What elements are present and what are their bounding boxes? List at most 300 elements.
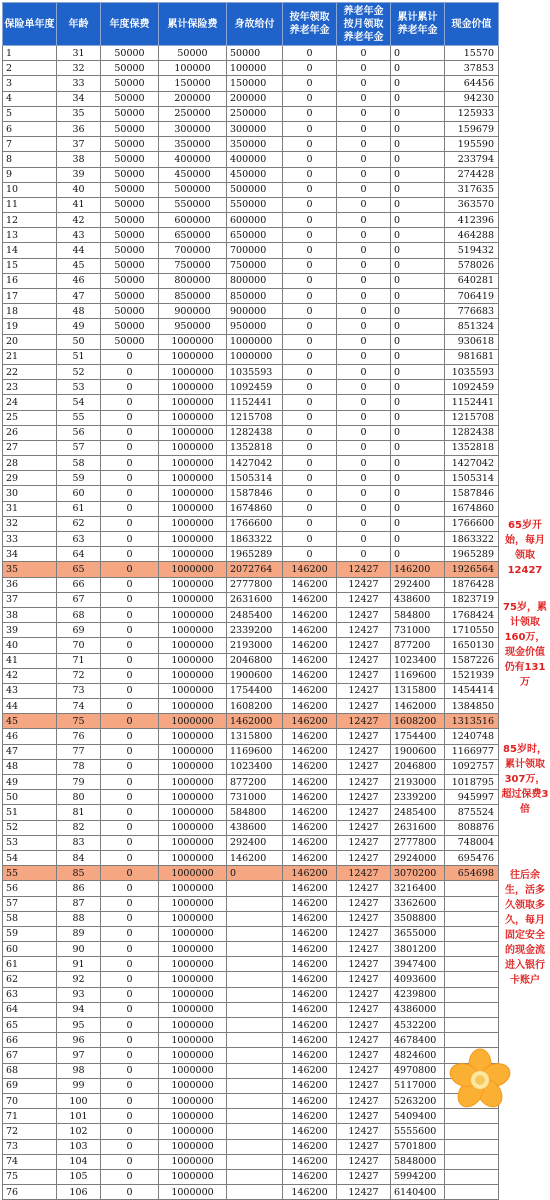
cell-death-benefit: 450000 <box>227 167 283 182</box>
cell-cumulative-pension: 0 <box>391 532 445 547</box>
cell-cumulative-premium: 1000000 <box>159 456 227 471</box>
cell-cumulative-pension: 0 <box>391 304 445 319</box>
cell-cash-value <box>445 1169 499 1184</box>
cell-monthly-pension: 12427 <box>337 1002 391 1017</box>
cell-monthly-pension: 12427 <box>337 1093 391 1108</box>
cell-cumulative-premium: 550000 <box>159 197 227 212</box>
table-row <box>3 273 499 288</box>
cell-annual-premium: 0 <box>101 926 159 941</box>
cell-cumulative-premium: 1000000 <box>159 775 227 790</box>
cell-cash-value: 94230 <box>445 91 499 106</box>
table-row <box>3 942 499 957</box>
cell-death-benefit <box>227 972 283 987</box>
table-row <box>3 319 499 334</box>
cell-annual-premium: 0 <box>101 820 159 835</box>
table-row <box>3 1139 499 1154</box>
cell-cash-value <box>445 1154 499 1169</box>
table-row <box>3 121 499 136</box>
cell-annual-pension: 0 <box>283 46 337 61</box>
table-row <box>3 1109 499 1124</box>
cell-cumulative-premium: 1000000 <box>159 380 227 395</box>
cell-death-benefit: 0 <box>227 866 283 881</box>
cell-cash-value: 1650130 <box>445 638 499 653</box>
cell-cumulative-pension: 4386000 <box>391 1002 445 1017</box>
cell-annual-premium: 50000 <box>101 61 159 76</box>
cell-cumulative-premium: 1000000 <box>159 486 227 501</box>
cell-year: 30 <box>3 486 57 501</box>
table-row <box>3 289 499 304</box>
cell-cumulative-pension: 0 <box>391 440 445 455</box>
header-annual-pension: 按年领取 养老年金 <box>283 3 337 46</box>
cell-cumulative-premium: 900000 <box>159 304 227 319</box>
cell-year: 11 <box>3 197 57 212</box>
cell-year: 47 <box>3 744 57 759</box>
cell-cumulative-pension: 0 <box>391 516 445 531</box>
cell-cumulative-premium: 1000000 <box>159 653 227 668</box>
cell-year: 37 <box>3 592 57 607</box>
cell-cash-value: 195590 <box>445 137 499 152</box>
cell-cumulative-premium: 1000000 <box>159 714 227 729</box>
cell-monthly-pension: 12427 <box>337 683 391 698</box>
cell-cumulative-pension: 0 <box>391 61 445 76</box>
cell-year: 31 <box>3 501 57 516</box>
cell-monthly-pension: 12427 <box>337 1018 391 1033</box>
cell-monthly-pension: 12427 <box>337 592 391 607</box>
cell-death-benefit: 1965289 <box>227 547 283 562</box>
table-row <box>3 1078 499 1093</box>
cell-annual-pension: 146200 <box>283 562 337 577</box>
cell-year: 35 <box>3 562 57 577</box>
table-row <box>3 729 499 744</box>
cell-annual-premium: 0 <box>101 410 159 425</box>
cell-annual-premium: 0 <box>101 1109 159 1124</box>
cell-cumulative-premium: 1000000 <box>159 1139 227 1154</box>
cell-age: 42 <box>57 213 101 228</box>
cell-cumulative-pension: 0 <box>391 258 445 273</box>
cell-year: 13 <box>3 228 57 243</box>
cell-death-benefit: 146200 <box>227 850 283 865</box>
cell-cumulative-premium: 1000000 <box>159 1093 227 1108</box>
cell-death-benefit <box>227 957 283 972</box>
cell-cumulative-premium: 1000000 <box>159 759 227 774</box>
table-row <box>3 623 499 638</box>
cell-cumulative-premium: 1000000 <box>159 638 227 653</box>
cell-monthly-pension: 12427 <box>337 942 391 957</box>
cell-death-benefit: 850000 <box>227 289 283 304</box>
cell-cumulative-premium: 1000000 <box>159 850 227 865</box>
cell-monthly-pension: 12427 <box>337 881 391 896</box>
cell-year: 16 <box>3 273 57 288</box>
cell-annual-premium: 50000 <box>101 319 159 334</box>
cell-monthly-pension: 0 <box>337 471 391 486</box>
cell-annual-premium: 0 <box>101 532 159 547</box>
table-row <box>3 683 499 698</box>
cell-age: 102 <box>57 1124 101 1139</box>
cell-age: 55 <box>57 410 101 425</box>
cell-annual-pension: 0 <box>283 106 337 121</box>
cell-annual-pension: 146200 <box>283 942 337 957</box>
cell-annual-pension: 146200 <box>283 1139 337 1154</box>
cell-cumulative-pension: 0 <box>391 486 445 501</box>
cell-cash-value: 1313516 <box>445 714 499 729</box>
cell-cash-value: 851324 <box>445 319 499 334</box>
cell-monthly-pension: 0 <box>337 91 391 106</box>
cell-cumulative-pension: 0 <box>391 380 445 395</box>
cell-cash-value: 15570 <box>445 46 499 61</box>
cell-age: 54 <box>57 395 101 410</box>
cell-age: 44 <box>57 243 101 258</box>
cell-death-benefit <box>227 1048 283 1063</box>
cell-year: 70 <box>3 1093 57 1108</box>
cell-cash-value <box>445 896 499 911</box>
cell-cumulative-premium: 1000000 <box>159 623 227 638</box>
cell-annual-premium: 0 <box>101 866 159 881</box>
cell-cash-value: 1926564 <box>445 562 499 577</box>
cell-age: 60 <box>57 486 101 501</box>
cell-year: 29 <box>3 471 57 486</box>
cell-year: 40 <box>3 638 57 653</box>
cell-monthly-pension: 12427 <box>337 729 391 744</box>
cell-monthly-pension: 0 <box>337 364 391 379</box>
cell-age: 61 <box>57 501 101 516</box>
cell-annual-premium: 0 <box>101 1093 159 1108</box>
table-row <box>3 364 499 379</box>
table-row <box>3 471 499 486</box>
table-row <box>3 440 499 455</box>
cell-cash-value: 1710550 <box>445 623 499 638</box>
cell-annual-pension: 146200 <box>283 577 337 592</box>
cell-cumulative-pension: 1023400 <box>391 653 445 668</box>
cell-cumulative-pension: 0 <box>391 182 445 197</box>
header-policy-year: 保险单年度 <box>3 3 57 46</box>
cell-monthly-pension: 12427 <box>337 653 391 668</box>
cell-monthly-pension: 12427 <box>337 866 391 881</box>
table-row <box>3 152 499 167</box>
cell-cumulative-premium: 800000 <box>159 273 227 288</box>
cell-cumulative-premium: 1000000 <box>159 957 227 972</box>
cell-death-benefit: 1035593 <box>227 364 283 379</box>
cell-annual-pension: 146200 <box>283 1124 337 1139</box>
cell-monthly-pension: 0 <box>337 46 391 61</box>
cell-annual-pension: 0 <box>283 228 337 243</box>
cell-annual-pension: 146200 <box>283 683 337 698</box>
table-row <box>3 866 499 881</box>
table-row <box>3 425 499 440</box>
cell-death-benefit: 350000 <box>227 137 283 152</box>
table-row <box>3 1063 499 1078</box>
cell-year: 69 <box>3 1078 57 1093</box>
cell-cumulative-premium: 1000000 <box>159 577 227 592</box>
cell-age: 34 <box>57 91 101 106</box>
table-row <box>3 562 499 577</box>
cell-annual-pension: 0 <box>283 243 337 258</box>
cell-cumulative-premium: 950000 <box>159 319 227 334</box>
cell-cash-value: 776683 <box>445 304 499 319</box>
cell-cash-value <box>445 1018 499 1033</box>
cell-annual-premium: 0 <box>101 699 159 714</box>
cell-age: 91 <box>57 957 101 972</box>
table-row <box>3 835 499 850</box>
cell-annual-premium: 0 <box>101 911 159 926</box>
cell-cumulative-pension: 0 <box>391 46 445 61</box>
cell-annual-pension: 0 <box>283 547 337 562</box>
cell-year: 24 <box>3 395 57 410</box>
cell-cumulative-premium: 1000000 <box>159 395 227 410</box>
cell-year: 57 <box>3 896 57 911</box>
cell-monthly-pension: 12427 <box>337 1078 391 1093</box>
cell-cumulative-pension: 0 <box>391 289 445 304</box>
cell-annual-pension: 0 <box>283 532 337 547</box>
cell-cumulative-pension: 0 <box>391 425 445 440</box>
cell-year: 41 <box>3 653 57 668</box>
cell-death-benefit <box>227 1154 283 1169</box>
table-row <box>3 137 499 152</box>
cell-age: 90 <box>57 942 101 957</box>
cell-monthly-pension: 0 <box>337 273 391 288</box>
cell-cumulative-pension: 0 <box>391 121 445 136</box>
cell-cumulative-pension: 0 <box>391 197 445 212</box>
cell-cash-value <box>445 1124 499 1139</box>
cell-cumulative-premium: 1000000 <box>159 1154 227 1169</box>
cell-year: 76 <box>3 1185 57 1200</box>
cell-age: 64 <box>57 547 101 562</box>
cell-monthly-pension: 0 <box>337 425 391 440</box>
cell-annual-premium: 0 <box>101 1048 159 1063</box>
cell-monthly-pension: 0 <box>337 152 391 167</box>
cell-monthly-pension: 0 <box>337 182 391 197</box>
table-row <box>3 106 499 121</box>
cell-cash-value: 875524 <box>445 805 499 820</box>
cell-annual-premium: 50000 <box>101 304 159 319</box>
cell-age: 50 <box>57 334 101 349</box>
cell-death-benefit: 400000 <box>227 152 283 167</box>
cell-cumulative-pension: 2631600 <box>391 820 445 835</box>
table-row <box>3 1002 499 1017</box>
cell-cumulative-pension: 0 <box>391 456 445 471</box>
cell-annual-premium: 0 <box>101 896 159 911</box>
cell-annual-pension: 0 <box>283 182 337 197</box>
cell-annual-pension: 0 <box>283 197 337 212</box>
cell-cumulative-premium: 1000000 <box>159 744 227 759</box>
cell-year: 54 <box>3 850 57 865</box>
cell-annual-premium: 50000 <box>101 197 159 212</box>
cell-cumulative-pension: 0 <box>391 501 445 516</box>
table-row <box>3 820 499 835</box>
cell-cumulative-pension: 3362600 <box>391 896 445 911</box>
cell-annual-pension: 146200 <box>283 1185 337 1200</box>
cell-death-benefit <box>227 881 283 896</box>
cell-cumulative-pension: 0 <box>391 106 445 121</box>
table-row <box>3 182 499 197</box>
table-row <box>3 167 499 182</box>
table-row <box>3 197 499 212</box>
cell-annual-premium: 0 <box>101 881 159 896</box>
cell-annual-premium: 0 <box>101 744 159 759</box>
cell-death-benefit <box>227 1093 283 1108</box>
table-row <box>3 46 499 61</box>
cell-death-benefit <box>227 1109 283 1124</box>
cell-cumulative-pension: 2777800 <box>391 835 445 850</box>
cell-annual-premium: 50000 <box>101 91 159 106</box>
cell-monthly-pension: 0 <box>337 395 391 410</box>
cell-age: 68 <box>57 607 101 622</box>
cell-cumulative-pension: 3947400 <box>391 957 445 972</box>
cell-age: 39 <box>57 167 101 182</box>
cell-cash-value: 1587846 <box>445 486 499 501</box>
cell-death-benefit: 1315800 <box>227 729 283 744</box>
cell-cumulative-pension: 292400 <box>391 577 445 592</box>
cell-cash-value: 1018795 <box>445 775 499 790</box>
cell-year: 36 <box>3 577 57 592</box>
cell-cumulative-pension: 0 <box>391 410 445 425</box>
cell-cumulative-premium: 1000000 <box>159 1169 227 1184</box>
cell-annual-premium: 50000 <box>101 258 159 273</box>
table-row <box>3 1169 499 1184</box>
cell-cash-value: 1823719 <box>445 592 499 607</box>
cell-death-benefit: 500000 <box>227 182 283 197</box>
cell-death-benefit: 1754400 <box>227 683 283 698</box>
cell-cumulative-pension: 0 <box>391 319 445 334</box>
cell-annual-pension: 0 <box>283 334 337 349</box>
cell-cash-value: 1035593 <box>445 364 499 379</box>
header-row <box>3 3 499 46</box>
cell-annual-pension: 146200 <box>283 820 337 835</box>
cell-annual-premium: 0 <box>101 577 159 592</box>
cell-cumulative-pension: 1462000 <box>391 699 445 714</box>
cell-cash-value: 706419 <box>445 289 499 304</box>
cell-annual-premium: 0 <box>101 1078 159 1093</box>
cell-cash-value: 1427042 <box>445 456 499 471</box>
cell-death-benefit: 150000 <box>227 76 283 91</box>
cell-cumulative-pension: 5994200 <box>391 1169 445 1184</box>
cell-annual-premium: 50000 <box>101 228 159 243</box>
cell-monthly-pension: 12427 <box>337 668 391 683</box>
cell-monthly-pension: 0 <box>337 197 391 212</box>
cell-year: 49 <box>3 775 57 790</box>
cell-age: 92 <box>57 972 101 987</box>
cell-cumulative-pension: 0 <box>391 228 445 243</box>
cell-annual-pension: 146200 <box>283 623 337 638</box>
table-row <box>3 1185 499 1200</box>
cell-death-benefit: 1863322 <box>227 532 283 547</box>
cell-age: 37 <box>57 137 101 152</box>
cell-annual-pension: 0 <box>283 456 337 471</box>
cell-cumulative-premium: 1000000 <box>159 364 227 379</box>
cell-age: 76 <box>57 729 101 744</box>
cell-cumulative-premium: 150000 <box>159 76 227 91</box>
cell-age: 94 <box>57 1002 101 1017</box>
cell-cash-value: 1965289 <box>445 547 499 562</box>
cell-year: 38 <box>3 607 57 622</box>
cell-death-benefit: 1000000 <box>227 349 283 364</box>
cell-cumulative-pension: 6140400 <box>391 1185 445 1200</box>
cell-age: 66 <box>57 577 101 592</box>
cell-annual-pension: 146200 <box>283 835 337 850</box>
cell-cumulative-premium: 50000 <box>159 46 227 61</box>
cell-cash-value: 1521939 <box>445 668 499 683</box>
cell-cumulative-pension: 2924000 <box>391 850 445 865</box>
cell-cumulative-premium: 400000 <box>159 152 227 167</box>
cell-annual-pension: 0 <box>283 213 337 228</box>
cell-annual-pension: 146200 <box>283 1078 337 1093</box>
cell-year: 65 <box>3 1018 57 1033</box>
cell-monthly-pension: 0 <box>337 456 391 471</box>
cell-death-benefit <box>227 1002 283 1017</box>
cell-monthly-pension: 12427 <box>337 699 391 714</box>
cell-age: 99 <box>57 1078 101 1093</box>
cell-cash-value: 37853 <box>445 61 499 76</box>
cell-annual-pension: 0 <box>283 319 337 334</box>
cell-age: 40 <box>57 182 101 197</box>
table-row <box>3 1093 499 1108</box>
cell-age: 67 <box>57 592 101 607</box>
table-row <box>3 607 499 622</box>
cell-monthly-pension: 12427 <box>337 1154 391 1169</box>
cell-monthly-pension: 0 <box>337 532 391 547</box>
cell-annual-pension: 0 <box>283 61 337 76</box>
cell-cumulative-pension: 3070200 <box>391 866 445 881</box>
cell-death-benefit: 1674860 <box>227 501 283 516</box>
cell-death-benefit: 550000 <box>227 197 283 212</box>
cell-age: 43 <box>57 228 101 243</box>
cell-monthly-pension: 0 <box>337 76 391 91</box>
cell-cumulative-pension: 4093600 <box>391 972 445 987</box>
cell-annual-pension: 0 <box>283 76 337 91</box>
cell-cash-value: 363570 <box>445 197 499 212</box>
cell-death-benefit <box>227 1185 283 1200</box>
table-row <box>3 668 499 683</box>
cell-age: 58 <box>57 456 101 471</box>
cell-annual-pension: 0 <box>283 273 337 288</box>
cell-year: 46 <box>3 729 57 744</box>
cell-cash-value: 125933 <box>445 106 499 121</box>
cell-annual-pension: 0 <box>283 440 337 455</box>
table-row <box>3 213 499 228</box>
table-row <box>3 76 499 91</box>
cell-age: 83 <box>57 835 101 850</box>
cell-year: 12 <box>3 213 57 228</box>
cell-cumulative-pension: 0 <box>391 395 445 410</box>
cell-monthly-pension: 12427 <box>337 1169 391 1184</box>
cell-age: 79 <box>57 775 101 790</box>
cell-cumulative-premium: 850000 <box>159 289 227 304</box>
cell-death-benefit: 1352818 <box>227 440 283 455</box>
cell-year: 14 <box>3 243 57 258</box>
cell-cumulative-premium: 1000000 <box>159 683 227 698</box>
cell-year: 67 <box>3 1048 57 1063</box>
cell-cumulative-premium: 300000 <box>159 121 227 136</box>
cell-death-benefit: 1427042 <box>227 456 283 471</box>
cell-cumulative-pension: 1754400 <box>391 729 445 744</box>
cell-cash-value <box>445 881 499 896</box>
cell-age: 100 <box>57 1093 101 1108</box>
cell-death-benefit: 584800 <box>227 805 283 820</box>
cell-cash-value: 159679 <box>445 121 499 136</box>
cell-cumulative-premium: 1000000 <box>159 1048 227 1063</box>
cell-cash-value: 1352818 <box>445 440 499 455</box>
cell-annual-premium: 0 <box>101 456 159 471</box>
cell-cumulative-premium: 1000000 <box>159 972 227 987</box>
cell-monthly-pension: 12427 <box>337 638 391 653</box>
cell-death-benefit <box>227 911 283 926</box>
cell-cumulative-premium: 1000000 <box>159 1109 227 1124</box>
cell-monthly-pension: 12427 <box>337 607 391 622</box>
cell-monthly-pension: 12427 <box>337 987 391 1002</box>
cell-annual-pension: 146200 <box>283 1002 337 1017</box>
cell-annual-pension: 146200 <box>283 1048 337 1063</box>
table-row <box>3 744 499 759</box>
insurance-table-container <box>2 2 498 1200</box>
